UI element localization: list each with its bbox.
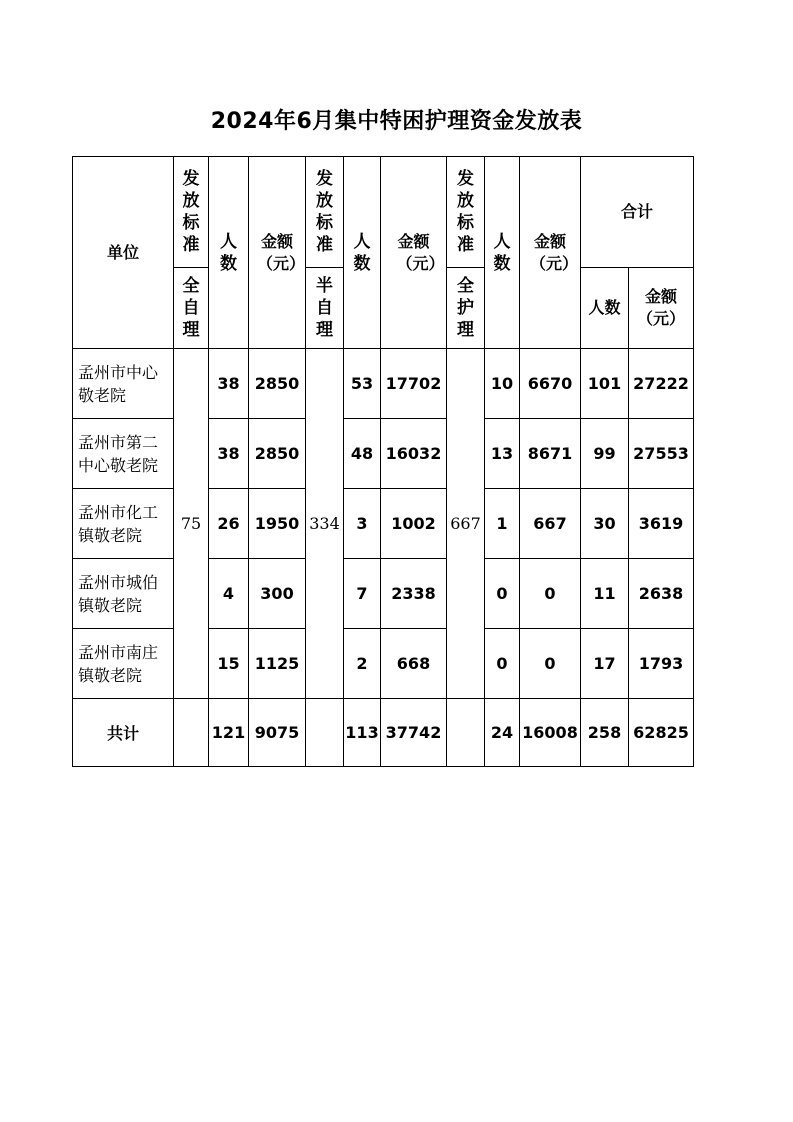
header-type-a-label: 全自理 [182, 276, 200, 340]
header-amount-b [381, 157, 447, 349]
unit-name: 孟州市中心敬老院 [73, 349, 174, 419]
standard-half-self-care: 334 [306, 349, 344, 699]
total-amount: 2638 [629, 559, 694, 629]
totals-amount-a: 9075 [249, 699, 306, 767]
table-row [73, 629, 694, 699]
header-standard-b-label: 发放标准 [316, 169, 333, 255]
people-a: 15 [209, 629, 249, 699]
header-standard-a [174, 157, 209, 268]
header-type-a [174, 268, 209, 349]
totals-row [73, 699, 694, 767]
people-a: 4 [209, 559, 249, 629]
amount-c: 8671 [520, 419, 581, 489]
amount-c: 0 [520, 629, 581, 699]
header-row-1 [73, 157, 694, 268]
people-b: 2 [344, 629, 381, 699]
header-type-b [306, 268, 344, 349]
people-a: 38 [209, 419, 249, 489]
unit-name: 孟州市城伯镇敬老院 [73, 559, 174, 629]
unit-name: 孟州市第二中心敬老院 [73, 419, 174, 489]
people-c: 13 [485, 419, 520, 489]
people-a: 38 [209, 349, 249, 419]
header-total-amount-label: 金额（元） [636, 287, 685, 328]
header-total: 合计 [581, 157, 694, 268]
header-total-amount [629, 268, 694, 349]
standard-full-self-care: 75 [174, 349, 209, 699]
people-c: 0 [485, 559, 520, 629]
totals-amount-b: 37742 [381, 699, 447, 767]
header-standard-b [306, 157, 344, 268]
people-b: 53 [344, 349, 381, 419]
header-people-a [209, 157, 249, 349]
amount-c: 0 [520, 559, 581, 629]
total-people: 99 [581, 419, 629, 489]
people-b: 7 [344, 559, 381, 629]
header-standard-c-label: 发放标准 [457, 169, 474, 255]
amount-b: 17702 [381, 349, 447, 419]
header-amount-a-label: 金额（元） [257, 231, 306, 273]
amount-a: 1950 [249, 489, 306, 559]
totals-people-b: 113 [344, 699, 381, 767]
total-people: 30 [581, 489, 629, 559]
table-row [73, 419, 694, 489]
totals-people-a: 121 [209, 699, 249, 767]
amount-a: 1125 [249, 629, 306, 699]
header-standard-a-label: 发放标准 [182, 169, 200, 255]
totals-total-amount: 62825 [629, 699, 694, 767]
people-b: 3 [344, 489, 381, 559]
allowance-table [72, 156, 694, 767]
total-people: 101 [581, 349, 629, 419]
totals-amount-c: 16008 [520, 699, 581, 767]
header-type-c-label: 全护理 [457, 276, 474, 340]
unit-name: 孟州市化工镇敬老院 [73, 489, 174, 559]
totals-standard-b [306, 699, 344, 767]
header-unit: 单位 [73, 157, 174, 349]
amount-b: 16032 [381, 419, 447, 489]
totals-standard-a [174, 699, 209, 767]
header-people-c-label: 人数 [493, 231, 511, 274]
amount-a: 2850 [249, 419, 306, 489]
totals-total-people: 258 [581, 699, 629, 767]
standard-full-care: 667 [447, 349, 485, 699]
header-people-c [485, 157, 520, 349]
page-title: 2024年6月集中特困护理资金发放表 [210, 109, 583, 134]
total-amount: 27222 [629, 349, 694, 419]
amount-b: 1002 [381, 489, 447, 559]
header-type-c [447, 268, 485, 349]
total-amount: 27553 [629, 419, 694, 489]
total-amount: 3619 [629, 489, 694, 559]
table-row [73, 489, 694, 559]
amount-b: 2338 [381, 559, 447, 629]
header-amount-c [520, 157, 581, 349]
people-a: 26 [209, 489, 249, 559]
header-type-b-label: 半自理 [316, 276, 333, 340]
total-people: 11 [581, 559, 629, 629]
amount-c: 6670 [520, 349, 581, 419]
header-amount-a [249, 157, 306, 349]
amount-a: 2850 [249, 349, 306, 419]
people-c: 1 [485, 489, 520, 559]
header-amount-c-label: 金额（元） [530, 231, 579, 273]
total-people: 17 [581, 629, 629, 699]
header-amount-b-label: 金额（元） [396, 231, 445, 273]
header-people-b [344, 157, 381, 349]
totals-standard-c [447, 699, 485, 767]
header-standard-c [447, 157, 485, 268]
header-people-b-label: 人数 [353, 231, 371, 274]
people-b: 48 [344, 419, 381, 489]
amount-c: 667 [520, 489, 581, 559]
people-c: 10 [485, 349, 520, 419]
header-people-a-label: 人数 [220, 231, 237, 274]
header-total-people: 人数 [581, 268, 629, 349]
people-c: 0 [485, 629, 520, 699]
unit-name: 孟州市南庄镇敬老院 [73, 629, 174, 699]
totals-label: 共计 [73, 699, 174, 767]
table-row [73, 349, 694, 419]
amount-b: 668 [381, 629, 447, 699]
table-row [73, 559, 694, 629]
total-amount: 1793 [629, 629, 694, 699]
amount-a: 300 [249, 559, 306, 629]
totals-people-c: 24 [485, 699, 520, 767]
